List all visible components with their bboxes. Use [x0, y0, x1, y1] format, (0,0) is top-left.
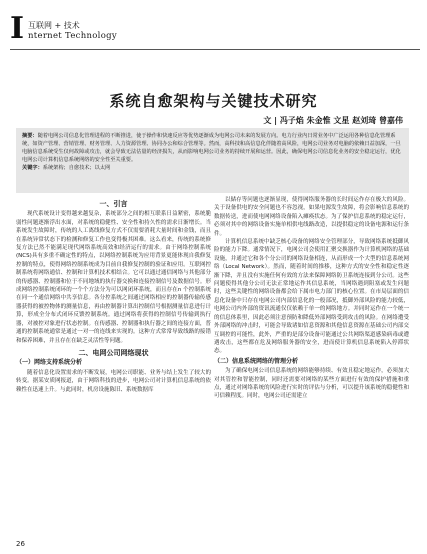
subsection-management-heading: （二）信息系统网络的管理分析 [214, 357, 299, 365]
page-number: 26 [16, 540, 25, 548]
article-title: 系统自愈架构与关键技术研究 [109, 92, 318, 110]
right-paragraph-3: 为了确保电网公司信息系统的网络能够持续、有效且稳定地运作，必须加大对其管控和智能控制，同时还需要对网络的某些方面进行有效的保护措施和重点，通过对网络系统的风险进行实时的评估与分析，可以提升该系统的稳健性和可信赖程度。同时，电网公司还需建立 [214, 368, 409, 400]
support-system-paragraph: 随着信息化设置需求的不断发展，电网公司职能、业务与结上发生了较大的转变。据某安质网报道，由于网络科技的进步，电网公司对计算机信息系统的依赖性在迅速上升。与此同时，机房设施陈旧、系统数据库 [16, 369, 211, 393]
section-introduction-heading: 一、引言 [99, 200, 128, 208]
abstract-box [16, 128, 409, 193]
introduction-paragraph: 现代系统设计变得越来越复杂，系统部分之间的相互联系日益紧密，系统脆弱性问题逐渐浮出水面，对系统的稳健性、安全性和持久性的需求日渐增长。当系统发生故障时，传统的人工离线修复方式不仅需要消耗大量时间和金钱，而且在系统异常状态下的检测和修复工作也变得极其困难。这么看来，传统的系统修复方法已然不能满足现代网络系统高效和经济运行的需求。由于网络控制系统(NCS)具有多重不确定性的特点，以网络控制系统为应用背景更能体现自我修复控制的特点，使得网络控制系统成为目前自我修复控制的验证和应用。互联网控制系统将网络通信、控制和计算机技术相结合。它可以通过通信网络与其他部分的传感器、控制器和位于不同地域的执行器交换和连接控制信号及数据信号。形成网络控制系统闭环的一个个方法分为可以网闭环系统，而且存在n 个控制系统在同一个通信网络中共享信息。各分控系统之间通过网络相应的控制器传输传感器获得的被控物体的测量信息，再由控制器计算出控制信号根据测量信息进行计算，形成全分布式闭环反馈控制系统。通过网络将获得的控制信号传输到执行器，对被控对象进行状态控制。在传感器、控制器和执行器之间的连接方面，普通的控制系统通常是通过一对一的连线来实现的。这种方式常常导致线路的接错和保养困难，并且存在在缺乏灵活性等问题。 [16, 211, 211, 344]
section-network-status-heading: 二、电网公司网络现状 [78, 348, 149, 357]
abstract-text: 随着电网公司信息化管理进程的不断推进，使于操作和快速反应等优势逐渐成为电网公司未来的发展方向。电力行业内日常业务中广泛运用各种信息化管理系统，如资产管理、营销管理、财务管理、人力资源管理、协同办公和综合管理等。然而，高科技和高信息化伴随着高风险，电网公司业务对电脑的依赖日益加深，一旦电脑信息系统受生仅何故障或攻击，就会导致无法估量的经济损失，从而影响电网公司业务的持续开展和运营。因此，确保电网公司信息化业务的安全稳定运行，优化电网公司计算机信息系统网络的安全性至关重要。 [22, 133, 401, 163]
keywords-text: 系统架构；自愈技术；以太网 [42, 165, 111, 171]
subsection-support-system-heading: （一）网络支持系统分析 [16, 359, 83, 367]
article-authors: 文 | 冯子焰 朱金惟 文星 赵刘琦 曾嘉伟 [263, 116, 403, 125]
right-column [214, 196, 409, 401]
journal-logo-letter: I [10, 11, 25, 46]
left-column [16, 196, 211, 394]
right-paragraph-2: 计算机信息系统中缺乏核心设备的网络安全管理部分，导致网络系统抵御风险的能力下降。通常情况下，电网公司会使用汇聚交换器作为计算机网络的基础设施，并通过它和各个分公司的网络设备相连，从而形成一个大型的信息系统网络（Local Network）。然而，随着时间的推移，这种方式的安全性和稳定性逐渐下降，并且没有实施任何有效的方法来保障网络防卫系统连接到分公司。这些问题使得其他分公司无法正常地运作其信息系统，当网络遇到阻塞或发生问题时，这些关键性的网络设备都会给下属市电力部门的核心位置。在市局层面的信息化设备中只存在电网公司内部信息化的一般部况，抵御外部风险的能力较低，电网公司内外部的资讯流通仅仅依赖于单一的网络地方。并同时运作在一个统一的信息体系里，因此必须注意预防和降低外部网络受到攻击的风险。在网络遭受外部网络的冲击时，可能会导致诸如信息资源和其他信息资源在基础公司内部交互调控的可能性，此外，严重的是部分设备可能通过公共网络渠道感染病毒或遭遇攻击，这些都在危及网络服务器的安全，进而使计算机信息系统陷入停滞状态。 [214, 239, 409, 355]
keywords-label: 关键字： [22, 165, 43, 171]
abstract-label: 摘要： [22, 133, 38, 139]
header-divider [10, 49, 420, 50]
right-paragraph-1: 以储存等问题也逐渐显现，使得网络服务器的长时间运作存在极大的风险。关于设备供电的安全问题也不容忽视，如果电源发生故障，将会影响信息系统的数据传送，进而使电网网络设备陷入瘫痪状态。为了保护信息系统的稳定运行，必须对其中的网络设备实施单相供电线路改造，以提供稳定的设备电源和运行条件。 [214, 197, 409, 237]
category-chinese: 互联网 + 技术 [28, 21, 80, 30]
category-english: nternet Technology [28, 31, 117, 41]
